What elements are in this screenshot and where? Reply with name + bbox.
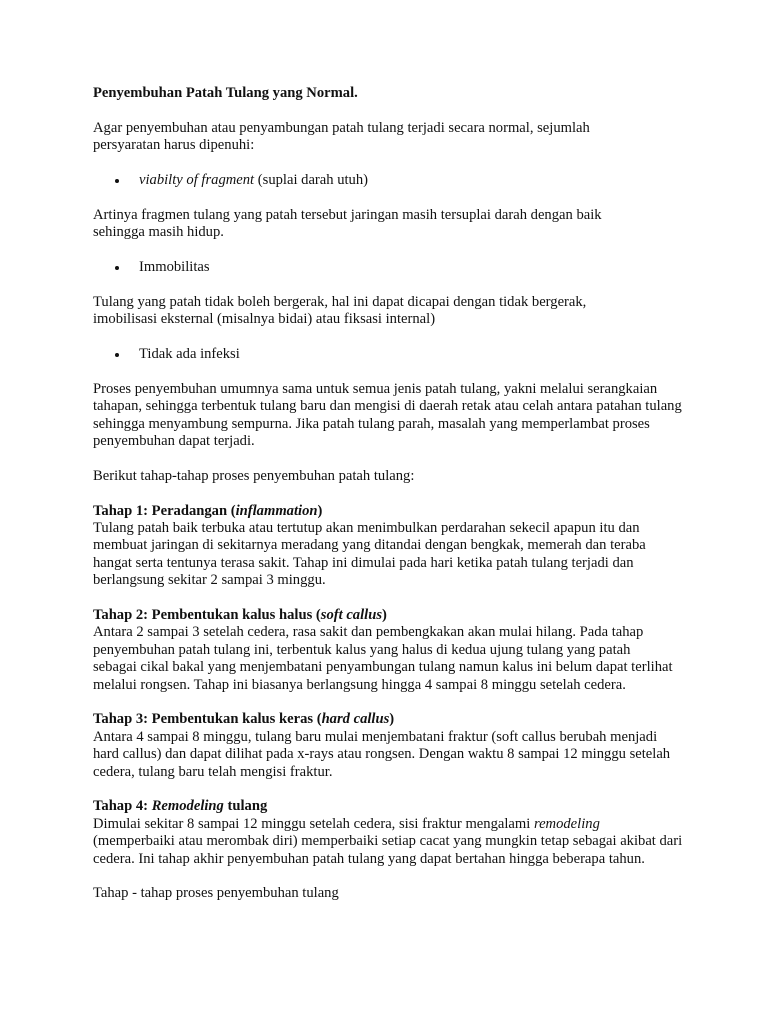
process-paragraph: Proses penyembuhan umumnya sama untuk semua jenis patah tulang, yakni melalui serangkaian tahapan, sehingga terbentuk tulang baru dan mengisi di daerah retak atau celah antara patahan tulang sehingga menyambung sempurna. Jika patah tulang parah, masalah yang memperlambat proses penyembuhan dapat terjadi. bbox=[93, 380, 682, 450]
stage-2-heading-italic: soft callus bbox=[320, 607, 382, 624]
stage-1-body: Tulang patah baik terbuka atau tertutup akan menimbulkan perdarahan sekecil apapun itu dan membuat jaringan di sekitarnya meradang yang ditandai dengan bengkak, memerah dan teraba hangat serta tentunya terasa sakit. Tahap ini dimulai pada hari ketika patah tulang terjadi dan berlangsung sekitar 2 sampai 3 minggu. bbox=[93, 520, 646, 589]
bullet-item-infeksi bbox=[93, 346, 693, 363]
stage-4-body-pre: Dimulai sekitar 8 sampai 12 minggu setelah cedera, sisi fraktur mengalami bbox=[93, 815, 534, 832]
stage-4-heading bbox=[93, 798, 693, 815]
bullet-icon bbox=[115, 179, 119, 183]
bullet-text: Immobilitas bbox=[139, 259, 210, 275]
stage-3-heading-pre: Tahap 3: Pembentukan kalus keras ( bbox=[93, 711, 322, 728]
bullet-rest-text: (suplai darah utuh) bbox=[254, 172, 369, 188]
stage-3-heading-post: ) bbox=[389, 711, 395, 728]
immobilitas-paragraph: Tulang yang patah tidak boleh bergerak, hal ini dapat dicapai dengan tidak bergerak, imobilisasi eksternal (misalnya bidai) atau fiksasi internal) bbox=[93, 293, 587, 328]
stage-1-heading-italic: inflammation bbox=[235, 502, 318, 519]
stage-4-body-post: (memperbaiki atau merombak diri) memperbaiki setiap cacat yang mungkin tetap sebagai akibat dari cedera. Ini tahap akhir penyembuhan patah tulang yang dapat bertahan hingga beberapa tahun. bbox=[93, 833, 683, 867]
stages-intro-paragraph: Berikut tahap-tahap proses penyembuhan patah tulang: bbox=[93, 467, 415, 484]
stage-2-body: Antara 2 sampai 3 setelah cedera, rasa sakit dan pembengkakan akan mulai hilang. Pada tahap penyembuhan patah tulang ini, terbentuk kalus yang halus di kedua ujung tulang yang patah sebagai cikal bakal yang menjembatani penyambungan tulang namun kalus ini belum dapat terlihat melalui rongsen. Tahap ini biasanya berlangsung hingga 4 sampai 8 minggu setelah cedera. bbox=[93, 624, 673, 693]
stage-4-heading-pre: Tahap 4: bbox=[93, 798, 152, 815]
stage-3-section bbox=[93, 711, 693, 781]
stage-3-heading-italic: hard callus bbox=[321, 711, 390, 728]
intro-paragraph: Agar penyembuhan atau penyambungan patah tulang terjadi secara normal, sejumlah persyaratan harus dipenuhi: bbox=[93, 119, 590, 154]
stage-2-heading-post: ) bbox=[382, 607, 387, 624]
stage-2-heading-pre: Tahap 2: Pembentukan kalus halus ( bbox=[93, 607, 321, 624]
document-title: Penyembuhan Patah Tulang yang Normal. bbox=[93, 85, 358, 101]
stage-1-section bbox=[93, 503, 693, 590]
stage-4-body bbox=[93, 816, 683, 868]
stage-1-heading bbox=[93, 503, 693, 520]
bullet-icon bbox=[115, 266, 119, 270]
stage-4-section bbox=[93, 798, 693, 868]
viability-paragraph: Artinya fragmen tulang yang patah tersebut jaringan masih tersuplai darah dengan baik sehingga masih hidup. bbox=[93, 206, 602, 241]
stage-4-heading-post: tulang bbox=[223, 798, 268, 815]
closing-line: Tahap - tahap proses penyembuhan tulang bbox=[93, 885, 339, 902]
stage-2-heading bbox=[93, 607, 693, 624]
stage-3-heading bbox=[93, 711, 693, 728]
document-page bbox=[93, 85, 693, 903]
bullet-text: Tidak ada infeksi bbox=[139, 346, 240, 362]
stage-4-heading-italic: Remodeling bbox=[151, 798, 224, 815]
bullet-item-immobilitas bbox=[93, 259, 693, 276]
stage-3-body: Antara 4 sampai 8 minggu, tulang baru mulai menjembatani fraktur (soft callus berubah menjadi hard callus) dan dapat dilihat pada x-rays atau rongsen. Dengan waktu 8 sampai 12 minggu setelah cedera, tulang baru telah mengisi fraktur. bbox=[93, 728, 671, 780]
stage-1-heading-post: ) bbox=[317, 502, 323, 519]
bullet-icon bbox=[115, 353, 119, 357]
stage-4-body-italic: remodeling bbox=[533, 815, 600, 832]
bullet-item-viability bbox=[93, 172, 693, 189]
bullet-italic-text: viabilty of fragment bbox=[139, 172, 255, 188]
stage-1-heading-pre: Tahap 1: Peradangan ( bbox=[93, 502, 236, 519]
stage-2-section bbox=[93, 607, 693, 694]
